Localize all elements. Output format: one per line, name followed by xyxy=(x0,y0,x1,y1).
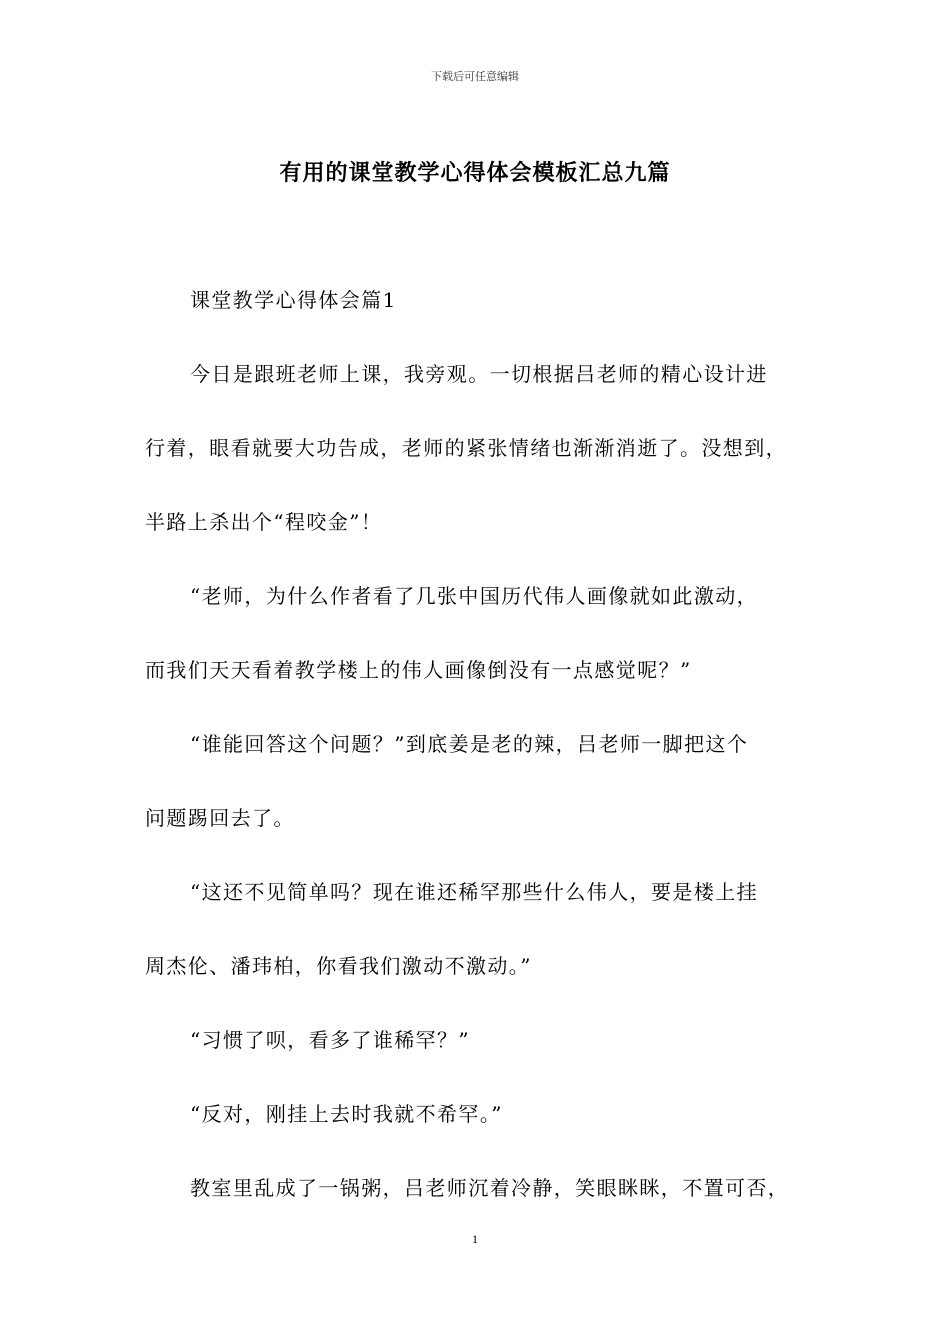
paragraph-line: “老师，为什么作者看了几张中国历代伟人画像就如此激动， xyxy=(190,584,759,608)
paragraph-line: 半路上杀出个“程咬金”！ xyxy=(145,510,383,534)
paragraph-line: 课堂教学心得体会篇1 xyxy=(190,288,397,312)
paragraph-line: 今日是跟班老师上课，我旁观。一切根据吕老师的精心设计进 xyxy=(190,362,768,386)
document-title: 有用的课堂教学心得体会模板汇总九篇 xyxy=(279,161,671,186)
paragraph-line: 周杰伦、潘玮柏，你看我们激动不激动。” xyxy=(145,954,532,978)
paragraph-line: 行着，眼看就要大功告成，老师的紧张情绪也渐渐消逝了。没想到， xyxy=(145,436,787,460)
paragraph-line: 教室里乱成了一锅粥，吕老师沉着冷静，笑眼眯眯，不置可否， xyxy=(190,1176,790,1200)
page-number: 1 xyxy=(472,1232,478,1246)
paragraph-line: 问题踢回去了。 xyxy=(145,806,295,830)
paragraph-line: “谁能回答这个问题？”到底姜是老的辣，吕老师一脚把这个 xyxy=(190,732,749,756)
header-note: 下载后可任意编辑 xyxy=(431,70,519,83)
paragraph-line: “反对，刚挂上去时我就不希罕。” xyxy=(190,1102,503,1126)
paragraph-line: “习惯了呗，看多了谁稀罕？” xyxy=(190,1028,471,1052)
document-body xyxy=(145,280,825,1242)
paragraph-line: 而我们天天看着教学楼上的伟人画像倒没有一点感觉呢？” xyxy=(145,658,692,682)
paragraph-line: “这还不见简单吗？现在谁还稀罕那些什么伟人，要是楼上挂 xyxy=(190,880,759,904)
